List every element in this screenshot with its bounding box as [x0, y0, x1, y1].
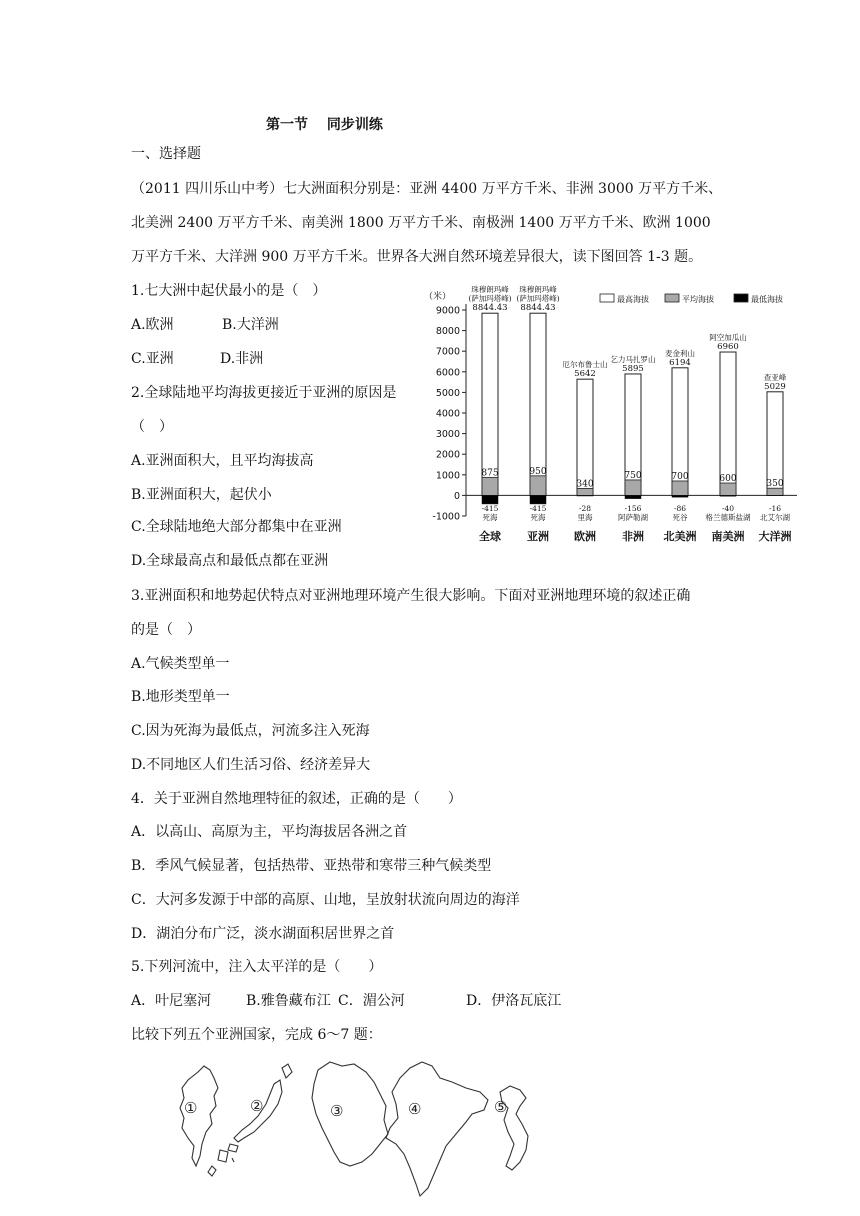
bar-lowest [625, 495, 641, 498]
average-value-label: 875 [481, 468, 499, 479]
country-3-saudi-arabia-outline [312, 1062, 388, 1166]
bar-highest [577, 379, 593, 495]
lowest-value-label: -415 [529, 504, 547, 513]
q4-option-c: C．大河多发源于中部的高原、山地，呈放射状流向周边的海洋 [131, 892, 520, 908]
y-tick-label: 6000 [435, 367, 460, 379]
lowest-name-label: 阿萨勒湖 [618, 513, 648, 522]
q4-option-d: D．湖泊分布广泛，淡水湖面积居世界之首 [131, 926, 395, 942]
q4-stem: 4．关于亚洲自然地理特征的叙述，正确的是（ ） [131, 791, 462, 807]
lowest-value-label: -156 [624, 504, 642, 513]
highest-name-label: 珠穆朗玛峰 [519, 285, 557, 295]
map-label-3: ③ [330, 1102, 344, 1120]
category-label: 亚洲 [527, 530, 549, 543]
q3-option-d: D.不同地区人们生活习俗、经济差异大 [131, 757, 371, 773]
lowest-value-label: -40 [721, 504, 735, 513]
bar-average [482, 477, 498, 495]
bar-average [530, 476, 546, 496]
average-value-label: 340 [576, 479, 594, 490]
q4-option-a: A．以高山、高原为主，平均海拔居各洲之首 [131, 824, 408, 840]
q2-option-d: D.全球最高点和最低点都在亚洲 [131, 553, 329, 569]
lowest-value-label: -86 [673, 504, 687, 513]
q67-stem: 比较下列五个亚洲国家，完成 6～7 题： [131, 1027, 382, 1043]
lowest-name-label: 里海 [577, 513, 593, 522]
legend-label: 最低海拔 [751, 295, 783, 304]
lowest-name-label: 死海 [530, 513, 546, 522]
lowest-value-label: -16 [768, 504, 782, 513]
legend-swatch [600, 294, 614, 302]
y-tick-label: 3000 [435, 429, 460, 441]
map-label-4: ④ [408, 1100, 422, 1118]
lowest-name-label: 死谷 [672, 513, 688, 522]
q2-option-b: B.亚洲面积大，起伏小 [131, 487, 272, 503]
y-tick-label: 1000 [435, 470, 460, 482]
bar-average [577, 488, 593, 495]
q3-option-a: A.气候类型单一 [131, 656, 230, 672]
lowest-name-label: 死海 [482, 513, 498, 522]
q5-stem: 5.下列河流中，注入太平洋的是（ ） [131, 959, 383, 975]
category-label: 欧洲 [574, 530, 596, 543]
bar-lowest [530, 495, 546, 504]
q1-stem: 1.七大洲中起伏最小的是（ ） [131, 283, 327, 299]
country-2-japan-outline [208, 1064, 292, 1176]
map-label-2: ② [250, 1097, 264, 1115]
y-tick-label: 8000 [435, 326, 460, 338]
highest-name-label: 查亚峰 [763, 372, 787, 382]
highest-name-label: (萨加玛塔峰) [516, 294, 560, 304]
y-tick-label: 7000 [435, 346, 460, 358]
q5-option-c: C．湄公河 [338, 993, 405, 1009]
category-label: 南美洲 [711, 530, 745, 543]
highest-name-label: (萨加玛塔峰) [468, 294, 512, 304]
q3-stem-cont: 的是（ ） [131, 622, 201, 638]
category-label: 北美洲 [663, 530, 697, 543]
average-value-label: 350 [766, 479, 784, 490]
bar-average [767, 488, 783, 495]
highest-value-label: 6960 [717, 342, 739, 353]
intro-line-1: （2011 四川乐山中考）七大洲面积分别是：亚洲 4400 万平方千米、非洲 3000 万平方千米、 [131, 181, 723, 197]
highest-value-label: 5895 [622, 363, 644, 374]
q1-option-a: A.欧洲 [131, 317, 174, 333]
section-heading: 一、选择题 [131, 146, 201, 162]
page-title: 第一节 同步训练 [266, 117, 383, 133]
q3-option-c: C.因为死海为最低点，河流多注入死海 [131, 723, 370, 739]
average-value-label: 600 [719, 474, 737, 485]
q4-option-b: B．季风气候显著，包括热带、亚热带和寒带三种气候类型 [131, 858, 492, 874]
legend-swatch [734, 294, 748, 302]
y-tick-label: 0 [453, 490, 460, 502]
lowest-name-label: 格兰德斯盐湖 [705, 513, 751, 522]
q3-stem: 3.亚洲面积和地势起伏特点对亚洲地理环境产生很大影响。下面对亚洲地理环境的叙述正确 [131, 588, 691, 604]
bar-average [720, 483, 736, 495]
legend-swatch [665, 294, 679, 302]
average-value-label: 700 [671, 471, 689, 482]
q2-stem: 2.全球陆地平均海拔更接近于亚洲的原因是 [131, 385, 397, 401]
country-outline-maps [170, 1058, 550, 1208]
q2-option-c: C.全球陆地绝大部分都集中在亚洲 [131, 519, 342, 535]
bar-lowest [672, 495, 688, 497]
highest-value-label: 8844.43 [472, 303, 508, 314]
average-value-label: 750 [624, 470, 642, 481]
map-label-5: ⑤ [494, 1098, 508, 1116]
highest-name-label: 麦金利山 [665, 348, 695, 358]
q5-option-d: D．伊洛瓦底江 [466, 993, 562, 1009]
q5-option-b: B.雅鲁藏布江 [246, 993, 331, 1009]
highest-name-label: 珠穆朗玛峰 [471, 285, 509, 295]
bar-average [672, 481, 688, 495]
highest-name-label: 厄尔布鲁士山 [562, 360, 608, 370]
y-axis-unit: （米） [424, 292, 452, 302]
y-tick-label: 4000 [435, 408, 460, 420]
q1-option-d: D.非洲 [220, 351, 264, 367]
legend-label: 最高海拔 [617, 295, 649, 304]
legend-label: 平均海拔 [682, 295, 714, 304]
intro-line-2: 北美洲 2400 万平方千米、南美洲 1800 万平方千米、南极洲 1400 万平方千米、欧洲 1000 [131, 215, 711, 231]
country-4-india-outline [386, 1062, 488, 1196]
q5-option-a: A．叶尼塞河 [131, 993, 212, 1009]
q2-paren: （ ） [131, 419, 173, 435]
category-label: 全球 [479, 530, 501, 543]
y-tick-label: -1000 [432, 511, 460, 523]
q1-option-c: C.亚洲 [131, 351, 174, 367]
bar-lowest [720, 495, 736, 496]
category-label: 非洲 [622, 530, 644, 543]
map-label-1: ① [184, 1099, 198, 1117]
highest-value-label: 5642 [574, 369, 596, 380]
lowest-value-label: -28 [578, 504, 592, 513]
highest-name-label: 阿空加瓜山 [709, 333, 747, 343]
lowest-name-label: 北艾尔湖 [760, 513, 790, 522]
y-tick-label: 2000 [435, 449, 460, 461]
highest-value-label: 5029 [764, 381, 786, 392]
highest-value-label: 6194 [669, 357, 691, 368]
elevation-bar-chart [422, 283, 802, 545]
q3-option-b: B.地形类型单一 [131, 689, 230, 705]
y-tick-label: 5000 [435, 387, 460, 399]
q1-option-b: B.大洋洲 [222, 317, 279, 333]
intro-line-3: 万平方千米、大洋洲 900 万平方千米。世界各大洲自然环境差异很大，读下图回答 1-3 题。 [131, 249, 703, 265]
bar-lowest [482, 495, 498, 504]
category-label: 大洋洲 [758, 530, 792, 543]
bar-average [625, 480, 641, 495]
bar-lowest [577, 495, 593, 496]
highest-value-label: 8844.43 [520, 303, 556, 314]
lowest-value-label: -415 [481, 504, 499, 513]
q2-option-a: A.亚洲面积大，且平均海拔高 [131, 453, 314, 469]
y-tick-label: 9000 [435, 305, 460, 317]
highest-name-label: 乞力马扎罗山 [610, 354, 656, 364]
average-value-label: 950 [529, 466, 547, 477]
